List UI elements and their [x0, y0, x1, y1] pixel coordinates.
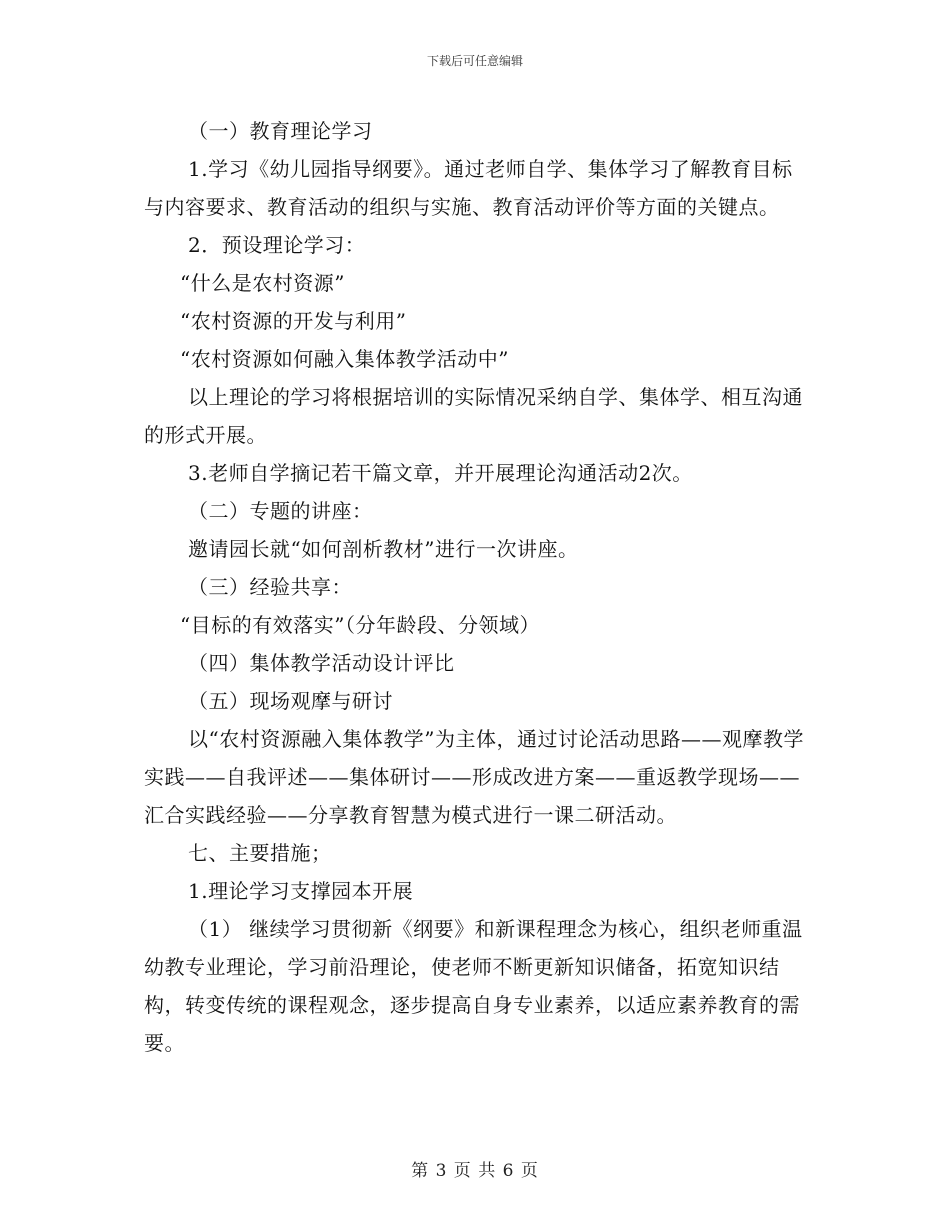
paragraph: 1.理论学习支撑园本开展 [188, 879, 414, 903]
paragraph: （一）教育理论学习 [188, 119, 373, 143]
paragraph: 3.老师自学摘记若干篇文章，并开展理论沟通活动2次。 [188, 461, 693, 485]
page-number-footer: 第 3 页 共 6 页 [411, 1161, 539, 1181]
paragraph: “农村资源如何融入集体教学活动中” [180, 347, 509, 371]
paragraph: 邀请园长就“如何剖析教材”进行一次讲座。 [188, 537, 579, 561]
paragraph: 2．预设理论学习： [188, 233, 366, 257]
paragraph: 七、主要措施； [188, 841, 332, 865]
paragraph: “农村资源的开发与利用” [180, 309, 407, 333]
paragraph: “目标的有效落实”（分年龄段、分领域） [180, 613, 540, 637]
paragraph: （四）集体教学活动设计评比 [188, 651, 455, 675]
paragraph: （二）专题的讲座： [188, 499, 373, 523]
document-body [144, 112, 808, 1062]
paragraph: （五）现场观摩与研讨 [188, 689, 393, 713]
paragraph: （1） 继续学习贯彻新《纲要》和新课程理念为核心，组织老师重温幼教专业理论，学习前沿理论，使老师不断更新知识储备，拓宽知识结构，转变传统的课程观念，逐步提高自身专业素养，以适应素养教育的需要。 [144, 917, 803, 1055]
paragraph: 1.学习《幼儿园指导纲要》。通过老师自学、集体学习了解教育目标与内容要求、教育活动的组织与实施、教育活动评价等方面的关键点。 [144, 157, 793, 219]
paragraph: 以“农村资源融入集体教学”为主体，通过讨论活动思路——观摩教学实践——自我评述——集体研讨——形成改进方案——重返教学现场——汇合实践经验——分享教育智慧为模式进行一课二研活动。 [144, 727, 804, 827]
page-header-note: 下载后可任意编辑 [426, 54, 523, 68]
paragraph: “什么是农村资源” [180, 271, 345, 295]
paragraph: （三）经验共享： [188, 575, 352, 599]
paragraph: 以上理论的学习将根据培训的实际情况采纳自学、集体学、相互沟通的形式开展。 [144, 385, 803, 447]
